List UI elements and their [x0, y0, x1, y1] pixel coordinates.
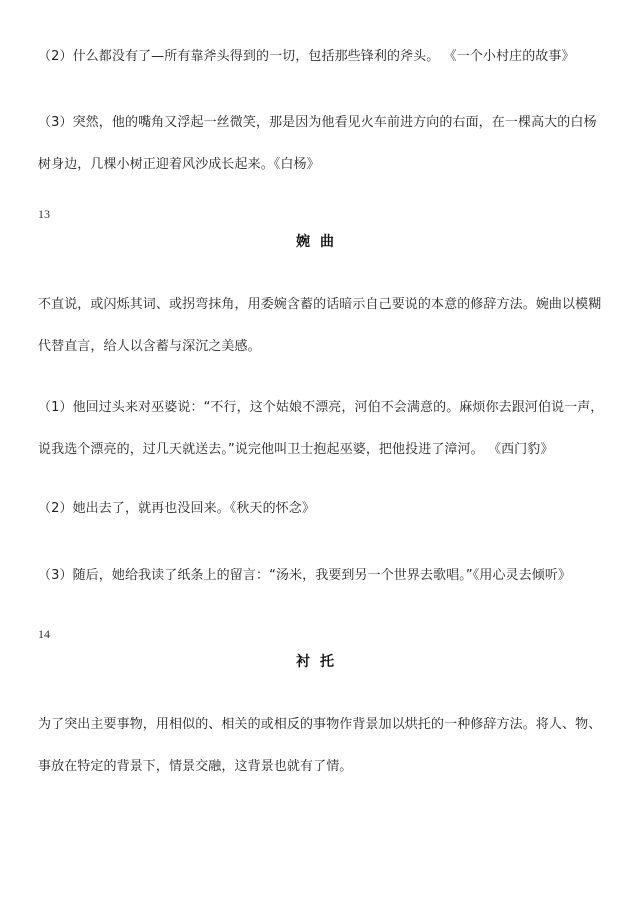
definition-paragraph: 不直说，或闪烁其词、或拐弯抹角，用委婉含蓄的话暗示自己要说的本意的修辞方法。婉曲以模糊代替直言，给人以含蓄与深沉之美感。	[38, 297, 602, 354]
example-paragraph: （1）他回过头来对巫婆说：“不行，这个姑娘不漂亮，河伯不会满意的。麻烦你去跟河伯说一声，说我选个漂亮的，过几天就送去。”说完他叫卫士抱起巫婆，把他投进了漳河。 《西门豹》	[38, 400, 604, 457]
example-paragraph: （2）什么都没有了—所有靠斧头得到的一切，包括那些锋利的斧头。 《一个小村庄的故事》	[38, 49, 575, 64]
section-title: 婉曲	[296, 234, 344, 250]
section-title: 衬托	[296, 654, 344, 670]
example-paragraph: （3）突然，他的嘴角又浮起一丝微笑，那是因为他看见火车前进方向的右面，在一棵高大的白杨树身边，几棵小树正迎着风沙成长起来。《白杨》	[38, 115, 597, 172]
example-paragraph: （3）随后，她给我读了纸条上的留言：“汤米，我要到另一个世界去歌唱。”《用心灵去倾听》	[38, 568, 572, 583]
section-number: 13	[38, 207, 50, 221]
section-number: 14	[38, 627, 50, 641]
definition-paragraph: 为了突出主要事物，用相似的、相关的或相反的事物作背景加以烘托的一种修辞方法。将人、物、事放在特定的背景下，情景交融，这背景也就有了情。	[38, 717, 602, 774]
example-paragraph: （2）她出去了，就再也没回来。《秋天的怀念》	[38, 501, 315, 516]
